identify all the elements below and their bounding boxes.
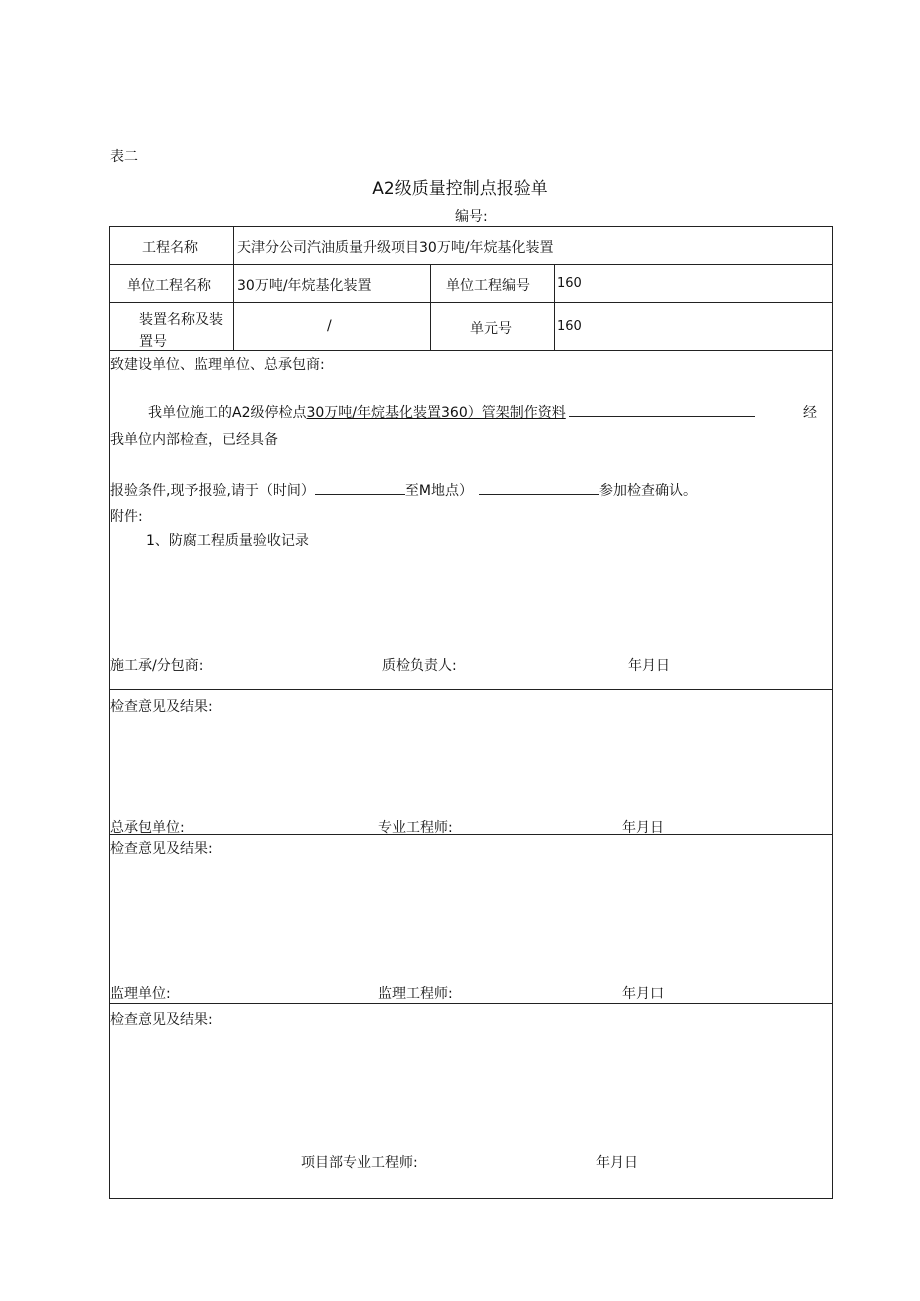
blank-underline <box>569 404 755 417</box>
pm-date-label: 年月日 <box>596 1155 638 1171</box>
request-line-1 <box>148 402 755 422</box>
divider <box>109 1003 833 1004</box>
form-title: A2级质量控制点报验单 <box>372 179 548 199</box>
divider <box>109 264 833 265</box>
unit-name-label: 单位工程名称 <box>127 278 211 294</box>
supervision-engineer-label: 监理工程师: <box>378 986 453 1002</box>
gc-engineer-label: 专业工程师: <box>378 820 453 836</box>
divider <box>109 302 833 303</box>
divider <box>109 350 833 351</box>
request-prefix: 我单位施工的A2级停检点 <box>148 405 307 421</box>
contractor-signature-label: 施工承/分包商: <box>110 658 204 674</box>
table-number: 表二 <box>110 149 138 165</box>
divider <box>109 834 833 835</box>
pm-engineer-label: 项目部专业工程师: <box>301 1155 418 1171</box>
location-blank <box>479 482 599 495</box>
supervision-unit-label: 监理单位: <box>110 986 171 1002</box>
gc-opinion-label: 检查意见及结果: <box>110 699 213 715</box>
attachment-item: 1、防腐工程质量验收记录 <box>146 533 309 549</box>
device-value: / <box>327 318 332 334</box>
date-label: 年月日 <box>628 658 670 674</box>
qc-signature-label: 质检负责人: <box>382 658 457 674</box>
time-blank <box>315 482 405 495</box>
project-name-label: 工程名称 <box>142 240 198 256</box>
unit-number-value: 160 <box>557 276 582 291</box>
device-label-continued: 置号 <box>139 334 167 350</box>
addressee: 致建设单位、监理单位、总承包商: <box>110 357 325 373</box>
unit-number-label: 单位工程编号 <box>446 278 530 294</box>
divider <box>430 264 431 350</box>
request-suffix: 经 <box>803 405 817 421</box>
device-label: 装置名称及装 <box>139 312 223 328</box>
conditions-prefix: 报验条件,现予报验,请于（时间） <box>110 483 315 499</box>
conditions-suffix: 参加检查确认。 <box>599 483 697 499</box>
inspection-conditions <box>110 480 697 500</box>
request-line-2: 我单位内部检查，已经具备 <box>110 432 278 448</box>
pm-opinion-label: 检查意见及结果: <box>110 1012 213 1028</box>
cell-number-value: 160 <box>557 319 582 334</box>
serial-number-label: 编号: <box>455 209 488 225</box>
cell-number-label: 单元号 <box>470 321 512 337</box>
project-name-value: 天津分公司汽油质量升级项目30万吨/年烷基化装置 <box>237 240 554 256</box>
divider <box>554 264 555 350</box>
supervision-opinion-label: 检查意见及结果: <box>110 841 213 857</box>
gc-unit-label: 总承包单位: <box>110 820 185 836</box>
attachments-label: 附件: <box>110 509 143 525</box>
gc-date-label: 年月日 <box>622 820 664 836</box>
supervision-date-label: 年月口 <box>622 986 664 1002</box>
conditions-mid: 至M地点） <box>404 483 473 499</box>
divider <box>109 689 833 690</box>
inspection-item: 30万吨/年烷基化装置360）管架制作资料 <box>306 405 566 421</box>
divider <box>233 226 234 350</box>
unit-name-value: 30万吨/年烷基化装置 <box>237 278 372 294</box>
